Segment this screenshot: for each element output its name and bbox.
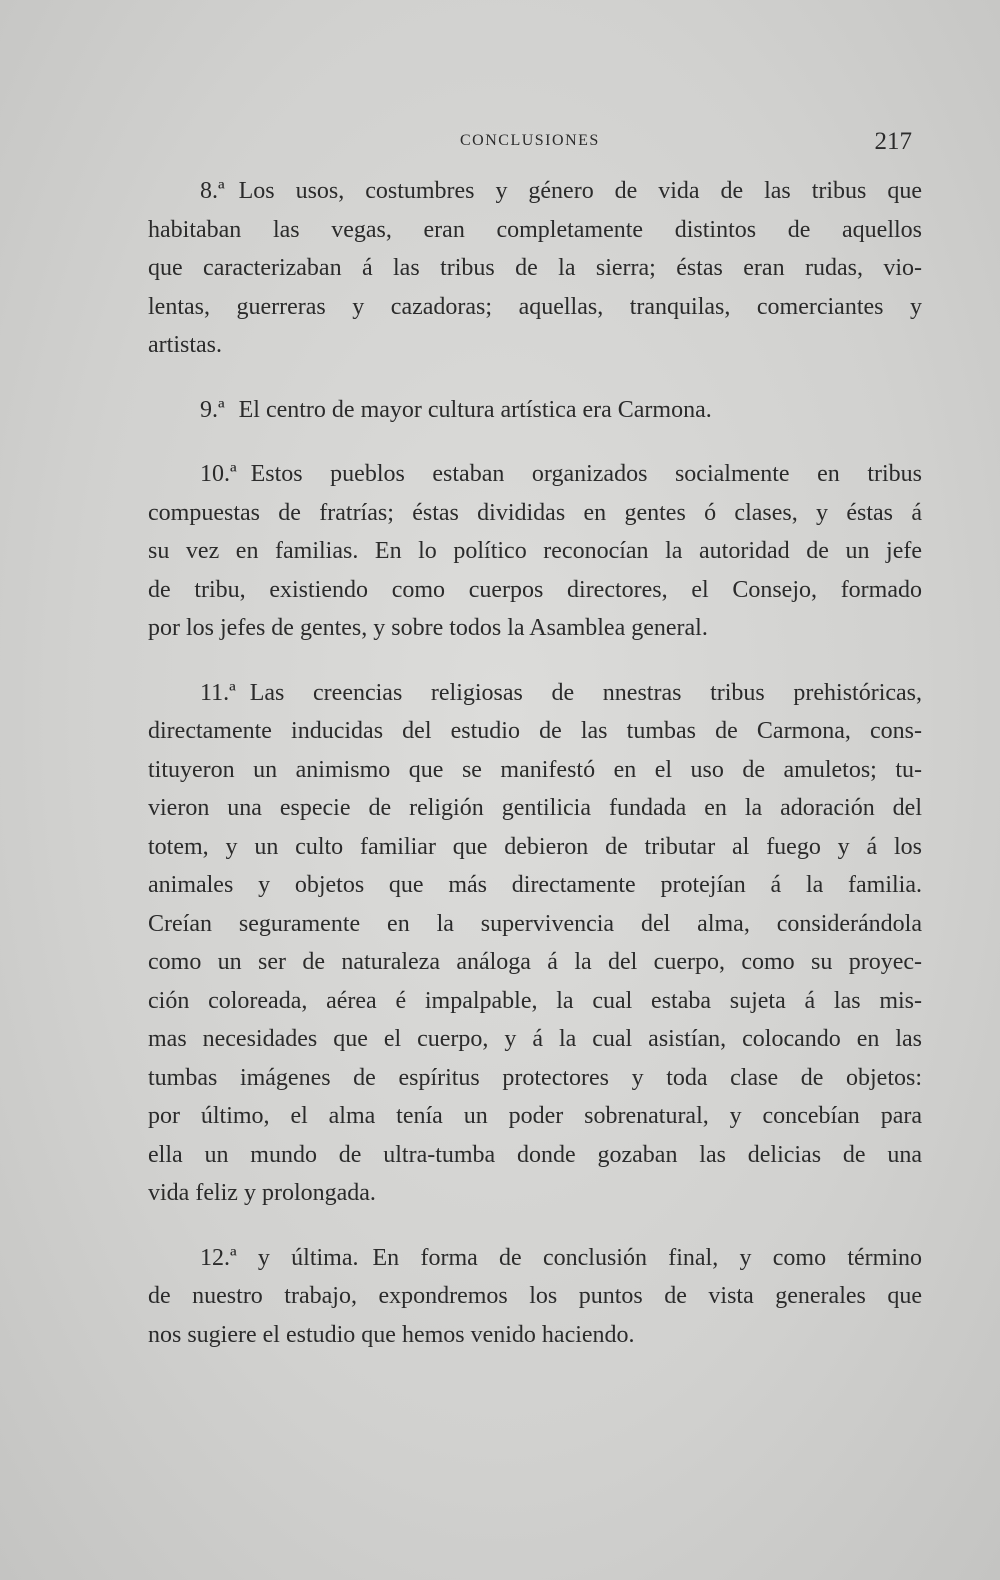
- text-line: Creían seguramente en la supervivencia del alma, considerándola: [148, 910, 922, 937]
- text-line: 8.ª Los usos, costumbres y género de vida de las tribus que: [200, 178, 922, 204]
- text-line: como un ser de naturaleza análoga á la del cuerpo, como su proyec-: [148, 949, 922, 975]
- text-line: totem, y un culto familiar que debieron de tributar al fuego y á los: [148, 833, 922, 860]
- text-line: vieron una especie de religión gentilicia fundada en la adoración del: [148, 795, 922, 821]
- text-line: lentas, guerreras y cazadoras; aquellas, tranquilas, comerciantes y: [148, 293, 922, 320]
- text-line: de tribu, existiendo como cuerpos directores, el Consejo, formado: [148, 576, 922, 603]
- text-line: ción coloreada, aérea é impalpable, la cual estaba sujeta á las mis-: [148, 987, 922, 1014]
- text-line: 9.ª El centro de mayor cultura artística era Carmona.: [200, 396, 712, 423]
- text-line: tumbas imágenes de espíritus protectores y toda clase de objetos:: [148, 1064, 922, 1091]
- text-line: animales y objetos que más directamente protejían á la familia.: [148, 872, 922, 898]
- paragraph-number: 9.ª: [200, 396, 225, 423]
- text-line: 10.ª Estos pueblos estaban organizados socialmente en tribus: [200, 461, 922, 487]
- text-line: ella un mundo de ultra-tumba donde gozaban las delicias de una: [148, 1141, 922, 1168]
- text-line: 12.ª y última. En forma de conclusión final, y como término: [200, 1244, 923, 1271]
- conclusion-10: [148, 455, 922, 648]
- text-line: que caracterizaban á las tribus de la sierra; éstas eran rudas, vio-: [148, 255, 922, 281]
- text-line: directamente inducidas del estudio de las tumbas de Carmona, cons-: [148, 718, 922, 744]
- paragraph-number: 8.ª: [200, 178, 225, 204]
- running-head: [148, 128, 912, 158]
- text-line: 11.ª Las creencias religiosas de nnestras tribus prehistóricas,: [200, 679, 922, 706]
- text-line: habitaban las vegas, eran completamente distintos de aquellos: [148, 216, 922, 243]
- text-line: de nuestro trabajo, expondremos los puntos de vista generales que: [148, 1283, 922, 1309]
- conclusion-9: [148, 391, 922, 430]
- text-line: por los jefes de gentes, y sobre todos la Asamblea general.: [148, 615, 708, 641]
- paragraph-number: 11.ª: [200, 679, 236, 706]
- text-line: nos sugiere el estudio que hemos venido haciendo.: [148, 1321, 635, 1348]
- conclusion-8: [148, 172, 922, 365]
- conclusion-12: [148, 1239, 922, 1355]
- paragraph-number: 12.ª y última.: [200, 1244, 359, 1271]
- text-line: su vez en familias. En lo político reconocían la autoridad de un jefe: [148, 538, 922, 564]
- page-number: 217: [874, 128, 912, 155]
- text-line: tituyeron un animismo que se manifestó en el uso de amuletos; tu-: [148, 756, 922, 783]
- body-text: [148, 172, 922, 1354]
- text-line: vida feliz y prolongada.: [148, 1180, 376, 1206]
- text-line: compuestas de fratrías; éstas divididas en gentes ó clases, y éstas á: [148, 499, 922, 526]
- paragraph-number: 10.ª: [200, 461, 237, 487]
- chapter-title: CONCLUSIONES: [460, 132, 600, 149]
- text-line: mas necesidades que el cuerpo, y á la cual asistían, colocando en las: [148, 1026, 922, 1052]
- conclusion-11: [148, 674, 922, 1213]
- text-line: por último, el alma tenía un poder sobrenatural, y concebían para: [148, 1103, 922, 1129]
- text-line: artistas.: [148, 332, 222, 358]
